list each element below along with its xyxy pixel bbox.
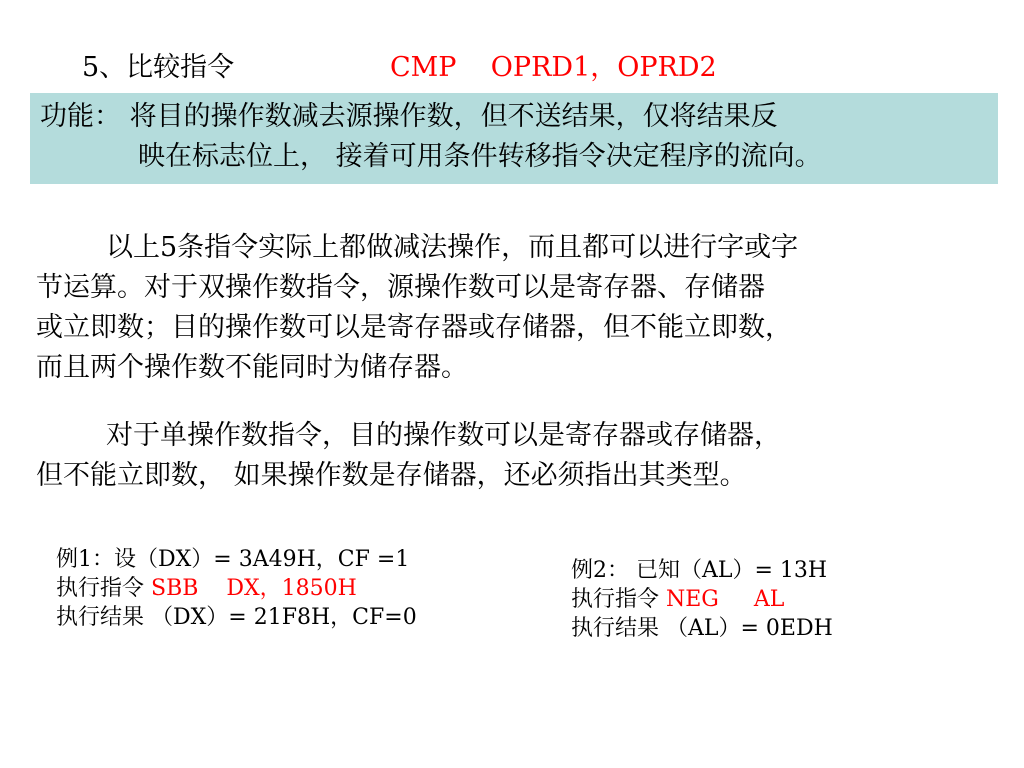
paragraph-line: 对于单操作数指令，目的操作数可以是寄存器或存储器， <box>106 420 781 451</box>
paragraph-line: 但不能立即数， 如果操作数是存储器，还必须指出其类型。 <box>36 460 747 491</box>
paragraph-subtraction-notes <box>36 228 986 388</box>
section-title: 5、比较指令 <box>82 52 235 83</box>
example-2-result: 执行结果 （AL）= 0EDH <box>571 616 833 641</box>
example-1 <box>56 545 417 632</box>
example-2-execute <box>571 585 833 614</box>
example-1-execute <box>56 574 417 603</box>
section-heading <box>82 50 717 86</box>
example-2-execute-label: 执行指令 <box>571 587 666 612</box>
function-line-1: 功能： 将目的操作数减去源操作数，但不送结果，仅将结果反 <box>40 101 778 132</box>
example-1-result: 执行结果 （DX）= 21F8H，CF=0 <box>56 605 417 630</box>
example-1-execute-label: 执行指令 <box>56 576 151 601</box>
paragraph-line: 节运算。对于双操作数指令，源操作数可以是寄存器、存储器 <box>36 272 765 303</box>
function-description-box <box>30 93 998 184</box>
example-2-instruction: NEG AL <box>666 587 785 612</box>
paragraph-line: 以上5条指令实际上都做减法操作，而且都可以进行字或字 <box>106 232 799 263</box>
instruction-syntax: CMP OPRD1，OPRD2 <box>390 52 717 83</box>
paragraph-line: 而且两个操作数不能同时为储存器。 <box>36 352 468 383</box>
example-2-given: 例2： 已知（AL）= 13H <box>571 558 828 583</box>
paragraph-line: 或立即数；目的操作数可以是寄存器或存储器，但不能立即数， <box>36 312 792 343</box>
example-1-instruction: SBB DX，1850H <box>151 576 357 601</box>
example-2 <box>571 556 833 643</box>
paragraph-single-operand <box>36 416 986 496</box>
function-line-2: 映在标志位上， 接着可用条件转移指令决定程序的流向。 <box>138 141 822 172</box>
example-1-given: 例1：设（DX）= 3A49H，CF =1 <box>56 547 410 572</box>
